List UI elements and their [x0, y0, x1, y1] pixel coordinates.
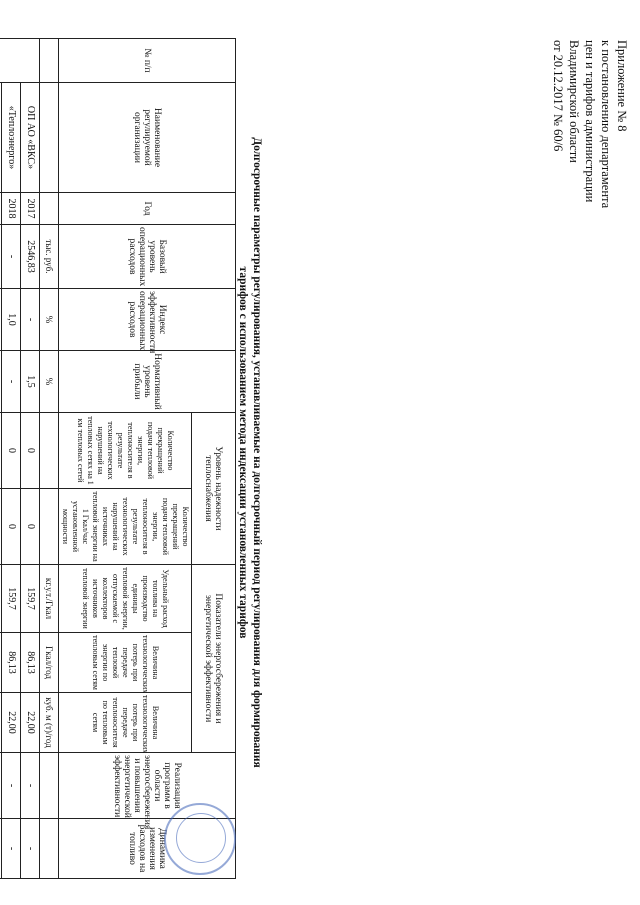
unit-cell [40, 193, 59, 225]
appendix-line: от 20.12.2017 № 60/6 [551, 40, 565, 152]
header-profit-level: Нормативный уровень прибыли [59, 351, 236, 413]
energy-c3-cell [0, 693, 2, 753]
header-num: № п/п [59, 39, 236, 83]
header-base-opex: Базовый уровень операционных расходов [59, 225, 236, 289]
stamp-inner-ring [176, 813, 226, 863]
base-opex-cell: - [2, 225, 21, 289]
profit-level-cell: 1,5 [21, 351, 40, 413]
fuel-dynamics-cell: - [2, 819, 21, 879]
header-reliability-group: Уровень надежности теплоснабжения [192, 413, 236, 565]
table-row [0, 39, 2, 879]
programs-cell: - [2, 753, 21, 819]
unit-cell [40, 413, 59, 489]
profit-level-cell [0, 351, 2, 413]
appendix-note [550, 40, 630, 208]
header-reliability-c1: Количество прекращений подачи тепловой энергии, теплоносителя в результате технологических нарушений на тепловых сетях на 1 км тепловых сетей [59, 413, 192, 489]
table-row [2, 39, 21, 879]
unit-cell: тыс. руб. [40, 225, 59, 289]
org-name-line [0, 83, 2, 193]
base-opex-cell: 2546,83 [21, 225, 40, 289]
efficiency-index-cell: - [21, 289, 40, 351]
energy-c1-cell [0, 565, 2, 633]
appendix-line: Приложение № 8 [615, 40, 629, 132]
efficiency-index-cell: 1,0 [2, 289, 21, 351]
document-title-line2: тарифов с использованием метода индексации установленных тарифов [237, 266, 249, 639]
header-row-1 [192, 39, 236, 879]
reliability-c2-cell: 0 [2, 489, 21, 565]
header-efficiency-index: Индекс эффективности операционных расходов [59, 289, 236, 351]
energy-c3-cell: 22,00 [2, 693, 21, 753]
unit-cell [40, 39, 59, 83]
appendix-line: цен и тарифов администрации [583, 40, 597, 203]
unit-cell: куб. м (т)/год [40, 693, 59, 753]
reliability-c2-cell: 0 [21, 489, 40, 565]
parameters-table [0, 38, 236, 879]
unit-cell [40, 819, 59, 879]
programs-cell [0, 753, 2, 819]
programs-cell: - [21, 753, 40, 819]
efficiency-index-cell [0, 289, 2, 351]
org-name-line: ОП АО «ВКС» [21, 83, 40, 193]
fuel-dynamics-cell [0, 819, 2, 879]
header-energy-group: Показатели энергосбережения и энергетической эффективности [192, 565, 236, 753]
official-stamp [164, 803, 236, 875]
energy-c2-cell: 86,13 [2, 633, 21, 693]
header-reliability-c2: Количество прекращений подачи тепловой энергии, теплоносителя в результате технологических нарушений на источниках тепловой энергии на 1 Гкал/час установленной мощности [59, 489, 192, 565]
unit-cell [40, 489, 59, 565]
unit-cell: % [40, 351, 59, 413]
unit-cell: % [40, 289, 59, 351]
appendix-line: Владимирской области [567, 40, 581, 163]
reliability-c2-cell [0, 489, 2, 565]
reliability-c1-cell: 0 [2, 413, 21, 489]
header-programs: Реализация программ в области энергосбережения и повышения энергетической эффективности [59, 753, 236, 819]
energy-c1-cell: 159,7 [21, 565, 40, 633]
org-name-line: «Теплоэнерго» [2, 83, 21, 193]
energy-c1-cell: 159,7 [2, 565, 21, 633]
energy-c2-cell: 86,13 [21, 633, 40, 693]
profit-level-cell: - [2, 351, 21, 413]
header-energy-c1: Удельный расход топлива на производство единицы тепловой энергии, отпускаемой с коллекторов источников тепловой энергии [59, 565, 192, 633]
reliability-c1-cell: 0 [21, 413, 40, 489]
appendix-line: к постановлению департамента [599, 40, 613, 209]
year-cell [0, 193, 2, 225]
header-org: Наименование регулируемой организации [59, 83, 236, 193]
header-year: Год [59, 193, 236, 225]
reliability-c1-cell [0, 413, 2, 489]
unit-cell [40, 753, 59, 819]
energy-c3-cell: 22,00 [21, 693, 40, 753]
year-cell: 2017 [21, 193, 40, 225]
unit-cell: Гкал/год [40, 633, 59, 693]
document-title-line1: Долгосрочные параметры регулирования, устанавливаемые на долгосрочный период регулирования для формирования [251, 137, 263, 768]
units-row [40, 39, 59, 879]
header-fuel-dynamics: Динамика изменения расходов на топливо [59, 819, 236, 879]
fuel-dynamics-cell: - [21, 819, 40, 879]
unit-cell: кг.у.т./Гкал [40, 565, 59, 633]
org-number [0, 39, 40, 83]
energy-c2-cell [0, 633, 2, 693]
header-energy-c2: Величина технологических потерь при передаче тепловой энергии по тепловым сетям [59, 633, 192, 693]
table-row [21, 39, 40, 879]
base-opex-cell [0, 225, 2, 289]
header-energy-c3: Величина технологических потерь при передаче теплоносителя по тепловым сетям [59, 693, 192, 753]
year-cell: 2018 [2, 193, 21, 225]
unit-cell [40, 83, 59, 193]
